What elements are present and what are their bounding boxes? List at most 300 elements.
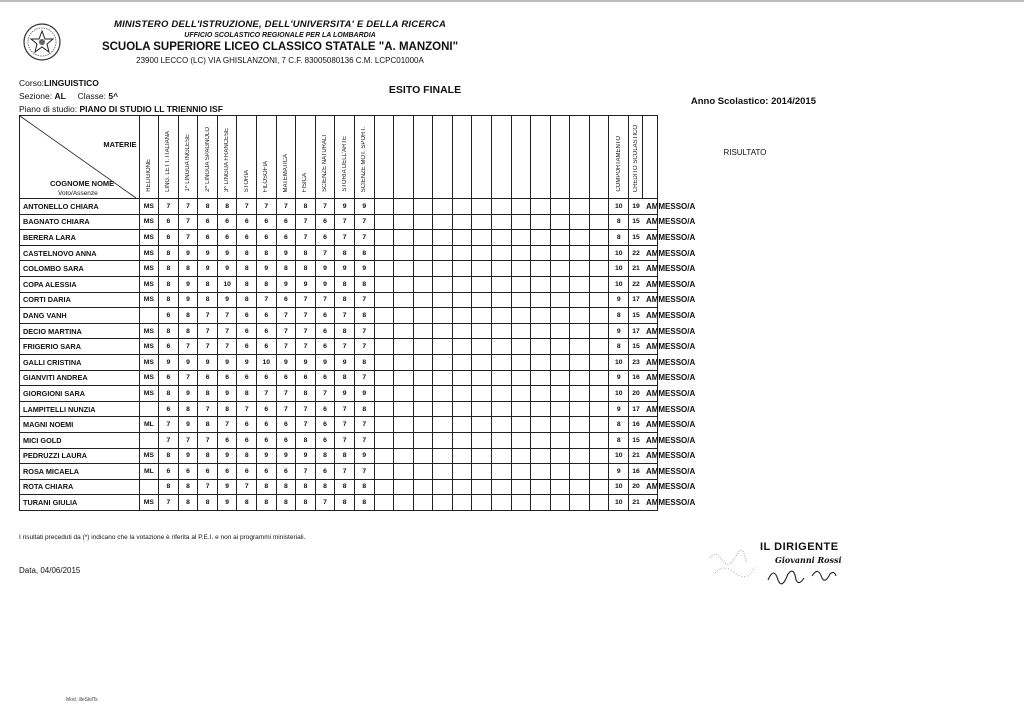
grade-cell <box>589 495 609 511</box>
grade-cell <box>511 323 531 339</box>
grade-cell: 6 <box>315 230 335 246</box>
grade-cell <box>394 432 414 448</box>
risultato-cell: AMMESSO/A <box>643 276 657 292</box>
credito-cell: 21 <box>629 495 643 511</box>
grade-cell: 6 <box>237 417 257 433</box>
grade-cell: 9 <box>178 448 198 464</box>
grade-cell <box>394 308 414 324</box>
grade-cell: 6 <box>159 214 179 230</box>
grade-cell <box>452 199 472 215</box>
grade-cell: 7 <box>296 214 316 230</box>
student-name: GIANVITI ANDREA <box>20 370 140 386</box>
grade-cell <box>374 245 394 261</box>
credito-cell: 20 <box>629 386 643 402</box>
grade-cell: 8 <box>315 448 335 464</box>
grade-cell: 6 <box>315 432 335 448</box>
grade-cell <box>394 214 414 230</box>
grade-cell: 6 <box>159 464 179 480</box>
subject-header <box>550 116 570 199</box>
credito-cell: 15 <box>629 308 643 324</box>
comportamento-cell: 9 <box>609 323 629 339</box>
grade-cell: 6 <box>217 214 237 230</box>
student-name: PEDRUZZI LAURA <box>20 448 140 464</box>
grade-cell: 6 <box>237 432 257 448</box>
grade-cell: 9 <box>276 354 296 370</box>
risultato-cell: AMMESSO/A <box>643 401 657 417</box>
grade-cell: 7 <box>335 417 355 433</box>
comportamento-cell: 10 <box>609 448 629 464</box>
grade-cell: 6 <box>276 370 296 386</box>
subject-label: RELIGIONE <box>145 159 152 192</box>
grade-cell <box>413 370 433 386</box>
credito-cell: 16 <box>629 370 643 386</box>
grade-cell <box>472 370 492 386</box>
grade-cell <box>531 323 551 339</box>
grade-cell <box>570 339 590 355</box>
subject-header <box>491 116 511 199</box>
risultato-cell: AMMESSO/A <box>643 432 657 448</box>
grade-cell: 7 <box>296 401 316 417</box>
grade-cell: 7 <box>315 199 335 215</box>
grade-cell: 8 <box>257 276 277 292</box>
risultato-cell: AMMESSO/A <box>643 199 657 215</box>
grade-cell: 8 <box>217 401 237 417</box>
grade-cell: 8 <box>159 323 179 339</box>
grade-cell <box>550 214 570 230</box>
grade-cell <box>589 199 609 215</box>
subject-label: 1^ LINGUA INGLESE <box>185 134 191 192</box>
grades-table <box>19 115 859 511</box>
top-border <box>0 0 1024 2</box>
grade-cell: 7 <box>276 323 296 339</box>
student-name: CORTI DARIA <box>20 292 140 308</box>
grade-cell: 7 <box>217 323 237 339</box>
grade-cell <box>374 370 394 386</box>
subject-header <box>276 116 296 199</box>
grade-cell <box>570 386 590 402</box>
grade-cell: 6 <box>257 417 277 433</box>
student-row <box>20 323 859 339</box>
grade-cell: 6 <box>217 370 237 386</box>
comportamento-cell: 8 <box>609 339 629 355</box>
comportamento-cell: 8 <box>609 308 629 324</box>
grade-cell <box>550 276 570 292</box>
grade-cell <box>452 339 472 355</box>
grade-cell: 8 <box>354 479 374 495</box>
grade-cell <box>139 479 159 495</box>
grade-cell: 7 <box>276 401 296 417</box>
grade-cell <box>139 308 159 324</box>
grade-cell <box>472 354 492 370</box>
grade-cell: 7 <box>159 199 179 215</box>
grade-cell: 6 <box>159 401 179 417</box>
grade-cell: 6 <box>276 464 296 480</box>
grade-cell <box>413 292 433 308</box>
grade-cell: 9 <box>296 276 316 292</box>
grade-cell <box>452 417 472 433</box>
signature-name: Giovanni Rossi <box>775 555 842 565</box>
risultato-label: RISULTATO <box>723 148 767 157</box>
comportamento-cell: 8 <box>609 214 629 230</box>
grade-cell <box>472 417 492 433</box>
subject-header <box>315 116 335 199</box>
grade-cell <box>433 323 453 339</box>
grade-cell <box>374 276 394 292</box>
grade-cell: 8 <box>335 276 355 292</box>
grade-cell: 9 <box>178 417 198 433</box>
grade-cell: 7 <box>335 214 355 230</box>
grade-cell: 8 <box>335 245 355 261</box>
grade-cell: 10 <box>257 354 277 370</box>
grade-cell <box>531 308 551 324</box>
grade-cell: 7 <box>159 432 179 448</box>
grade-cell <box>413 261 433 277</box>
grade-cell <box>374 308 394 324</box>
grade-cell <box>531 417 551 433</box>
grade-cell: 9 <box>178 292 198 308</box>
grade-cell <box>374 479 394 495</box>
grade-cell <box>531 495 551 511</box>
grade-cell <box>491 464 511 480</box>
grade-cell: 6 <box>257 464 277 480</box>
grade-cell: 8 <box>335 370 355 386</box>
grade-cell: 9 <box>178 245 198 261</box>
grade-cell: 9 <box>178 354 198 370</box>
grade-cell: 7 <box>354 230 374 246</box>
grade-cell: MS <box>139 386 159 402</box>
grade-cell <box>589 370 609 386</box>
grade-cell <box>491 417 511 433</box>
grade-cell <box>570 401 590 417</box>
grade-cell <box>394 495 414 511</box>
grade-cell: 9 <box>217 479 237 495</box>
grade-cell <box>511 245 531 261</box>
grade-cell <box>139 432 159 448</box>
grade-cell: 6 <box>159 339 179 355</box>
grade-cell: MS <box>139 370 159 386</box>
credito-cell: 15 <box>629 230 643 246</box>
grade-cell: 9 <box>217 495 237 511</box>
comportamento-cell: 9 <box>609 292 629 308</box>
grade-cell <box>433 308 453 324</box>
subject-label: 2^ LINGUA SPAGNOLO <box>204 127 211 192</box>
grade-cell: 9 <box>159 354 179 370</box>
credito-cell: 19 <box>629 199 643 215</box>
comportamento-cell: 10 <box>609 495 629 511</box>
grade-cell <box>550 339 570 355</box>
grade-cell: 8 <box>178 323 198 339</box>
subject-header <box>335 116 355 199</box>
grade-cell <box>550 386 570 402</box>
grade-cell: 6 <box>257 308 277 324</box>
grade-cell <box>472 448 492 464</box>
grade-cell <box>472 401 492 417</box>
grade-cell <box>374 417 394 433</box>
subject-header <box>452 116 472 199</box>
grade-cell: 8 <box>335 323 355 339</box>
grade-cell: 8 <box>296 432 316 448</box>
grade-cell <box>413 448 433 464</box>
grade-cell: 6 <box>257 214 277 230</box>
grade-cell: 7 <box>198 339 218 355</box>
credito-cell: 17 <box>629 401 643 417</box>
comportamento-cell: 10 <box>609 245 629 261</box>
grade-cell: 7 <box>217 339 237 355</box>
grade-cell <box>374 354 394 370</box>
grade-cell <box>491 354 511 370</box>
grade-cell <box>433 230 453 246</box>
grade-cell <box>589 386 609 402</box>
grade-cell: 8 <box>178 308 198 324</box>
subject-header <box>374 116 394 199</box>
grade-cell: 7 <box>178 199 198 215</box>
grade-cell <box>394 464 414 480</box>
grade-cell <box>394 292 414 308</box>
grade-cell <box>550 354 570 370</box>
grade-cell: 7 <box>335 230 355 246</box>
grade-cell: 9 <box>198 245 218 261</box>
grade-cell: 6 <box>257 339 277 355</box>
grade-cell <box>452 292 472 308</box>
corner-nome: COGNOME NOME <box>50 179 115 188</box>
grade-cell <box>433 432 453 448</box>
risultato-cell: AMMESSO/A <box>643 479 657 495</box>
grade-cell: 9 <box>217 292 237 308</box>
grade-cell: 7 <box>315 495 335 511</box>
grade-cell <box>472 199 492 215</box>
grade-cell <box>570 417 590 433</box>
subject-header <box>296 116 316 199</box>
grade-cell <box>433 245 453 261</box>
grade-cell: 8 <box>198 448 218 464</box>
grade-cell <box>452 245 472 261</box>
grade-cell: 6 <box>276 214 296 230</box>
subject-header <box>413 116 433 199</box>
grade-cell <box>531 464 551 480</box>
subject-label: FISICA <box>302 172 309 192</box>
grade-cell: 7 <box>335 432 355 448</box>
grade-cell: 8 <box>354 354 374 370</box>
credito-cell: 22 <box>629 245 643 261</box>
grade-cell: 6 <box>276 292 296 308</box>
grade-cell: 7 <box>178 214 198 230</box>
grade-cell <box>433 214 453 230</box>
grade-cell <box>452 230 472 246</box>
grade-cell: 8 <box>276 495 296 511</box>
grade-cell: 9 <box>217 448 237 464</box>
grade-cell: 6 <box>159 370 179 386</box>
grade-cell <box>472 308 492 324</box>
grade-cell: MS <box>139 448 159 464</box>
grade-cell: 7 <box>237 401 257 417</box>
grade-cell: 9 <box>217 354 237 370</box>
grade-cell <box>570 370 590 386</box>
grade-cell <box>570 276 590 292</box>
grade-cell: 6 <box>315 339 335 355</box>
student-name: ROTA CHIARA <box>20 479 140 495</box>
grade-cell: 8 <box>237 495 257 511</box>
grade-cell: 8 <box>335 479 355 495</box>
grade-cell: 7 <box>257 199 277 215</box>
grade-cell <box>374 495 394 511</box>
grade-cell: 8 <box>159 386 179 402</box>
risultato-cell: AMMESSO/A <box>643 292 657 308</box>
student-row <box>20 479 859 495</box>
grade-cell <box>570 230 590 246</box>
grade-cell <box>433 448 453 464</box>
grade-cell: 7 <box>198 323 218 339</box>
grade-cell <box>394 199 414 215</box>
grade-cell: MS <box>139 245 159 261</box>
subject-header <box>217 116 237 199</box>
grade-cell <box>531 199 551 215</box>
grade-cell <box>374 401 394 417</box>
grade-cell: 7 <box>178 230 198 246</box>
grade-cell <box>394 323 414 339</box>
grade-cell <box>472 230 492 246</box>
grade-cell: 8 <box>159 292 179 308</box>
grade-cell: 6 <box>198 370 218 386</box>
grade-cell <box>570 323 590 339</box>
grade-cell <box>550 448 570 464</box>
grade-cell: MS <box>139 339 159 355</box>
subject-header <box>531 116 551 199</box>
grade-cell: 8 <box>198 417 218 433</box>
grade-cell: 7 <box>335 401 355 417</box>
risultato-cell: AMMESSO/A <box>643 308 657 324</box>
grade-cell: 7 <box>276 199 296 215</box>
grade-cell: 9 <box>276 276 296 292</box>
subject-label: SCIENZE MOT. SPORT. <box>361 126 368 192</box>
grade-cell: 8 <box>296 479 316 495</box>
grade-cell: 6 <box>237 230 257 246</box>
grade-cell: MS <box>139 214 159 230</box>
grade-cell: 9 <box>315 261 335 277</box>
grade-cell <box>550 245 570 261</box>
risultato-cell: AMMESSO/A <box>643 495 657 511</box>
grade-cell <box>511 386 531 402</box>
grade-cell: 7 <box>257 292 277 308</box>
grade-cell <box>374 432 394 448</box>
credito-header-label: CREDITO SCOLASTICO <box>632 124 639 192</box>
student-row <box>20 276 859 292</box>
grade-cell <box>550 495 570 511</box>
student-name: MAGNI NOEMI <box>20 417 140 433</box>
grade-cell <box>374 230 394 246</box>
student-name: LAMPITELLI NUNZIA <box>20 401 140 417</box>
grade-cell <box>589 292 609 308</box>
grade-cell <box>374 261 394 277</box>
grade-cell <box>531 401 551 417</box>
comportamento-cell: 8 <box>609 432 629 448</box>
grade-cell: 6 <box>237 339 257 355</box>
grade-cell <box>413 214 433 230</box>
grade-cell: 6 <box>315 308 335 324</box>
credito-cell: 15 <box>629 432 643 448</box>
grade-cell <box>413 386 433 402</box>
grade-cell <box>550 323 570 339</box>
grade-cell: 7 <box>354 417 374 433</box>
risultato-cell: AMMESSO/A <box>643 354 657 370</box>
grade-cell: 8 <box>237 292 257 308</box>
grade-cell: 7 <box>354 214 374 230</box>
credito-header <box>629 116 643 199</box>
subject-header <box>178 116 198 199</box>
grade-cell <box>472 261 492 277</box>
grade-cell: 8 <box>178 261 198 277</box>
grade-cell <box>413 230 433 246</box>
grade-cell: 8 <box>237 245 257 261</box>
grade-cell: 7 <box>296 339 316 355</box>
piano-label: Piano di studio: <box>19 104 78 114</box>
grade-cell: 6 <box>276 432 296 448</box>
student-row <box>20 339 859 355</box>
grade-cell <box>511 339 531 355</box>
grade-cell <box>491 199 511 215</box>
grade-cell: 6 <box>237 214 257 230</box>
grade-cell <box>452 214 472 230</box>
signature-title: IL DIRIGENTE <box>760 541 839 553</box>
grade-cell: 7 <box>257 386 277 402</box>
ministry-title: MINISTERO DELL'ISTRUZIONE, DELL'UNIVERSITA' E DELLA RICERCA <box>113 19 447 30</box>
grade-cell <box>491 261 511 277</box>
student-row <box>20 432 859 448</box>
grade-cell: 9 <box>354 199 374 215</box>
grade-cell <box>491 292 511 308</box>
grade-cell <box>374 386 394 402</box>
grade-cell: 7 <box>217 417 237 433</box>
grade-cell: 7 <box>237 479 257 495</box>
grade-cell: 7 <box>354 370 374 386</box>
grade-cell <box>413 495 433 511</box>
school-address: 23900 LECCO (LC) VIA GHISLANZONI, 7 C.F. 83005080136 C.M. LCPC01000A <box>136 56 424 65</box>
grade-cell: 7 <box>276 339 296 355</box>
grade-cell <box>589 339 609 355</box>
student-name: COLOMBO SARA <box>20 261 140 277</box>
piano-value: PIANO DI STUDIO LL TRIENNIO ISF <box>79 104 223 114</box>
grade-cell: 6 <box>198 230 218 246</box>
grade-cell <box>452 448 472 464</box>
risultato-cell: AMMESSO/A <box>643 339 657 355</box>
grade-cell <box>491 245 511 261</box>
grade-cell: 7 <box>354 292 374 308</box>
grade-cell <box>452 401 472 417</box>
grade-cell: 9 <box>335 354 355 370</box>
grade-cell: 7 <box>296 464 316 480</box>
grade-cell <box>433 401 453 417</box>
grade-cell <box>413 354 433 370</box>
grade-cell: 7 <box>296 417 316 433</box>
grade-cell: 7 <box>354 432 374 448</box>
grade-cell <box>511 214 531 230</box>
grade-cell: 8 <box>276 479 296 495</box>
grade-cell <box>413 479 433 495</box>
student-name: DECIO MARTINA <box>20 323 140 339</box>
grade-cell <box>491 401 511 417</box>
grade-cell <box>570 245 590 261</box>
sezione-line <box>19 91 118 101</box>
grade-cell: 7 <box>178 370 198 386</box>
grade-cell <box>491 370 511 386</box>
grade-cell: 7 <box>354 464 374 480</box>
comportamento-cell: 10 <box>609 199 629 215</box>
grade-cell: 7 <box>335 464 355 480</box>
grade-cell <box>570 214 590 230</box>
grade-cell <box>589 276 609 292</box>
grade-cell: 6 <box>198 214 218 230</box>
grade-cell: 6 <box>257 432 277 448</box>
grade-cell: 9 <box>335 261 355 277</box>
